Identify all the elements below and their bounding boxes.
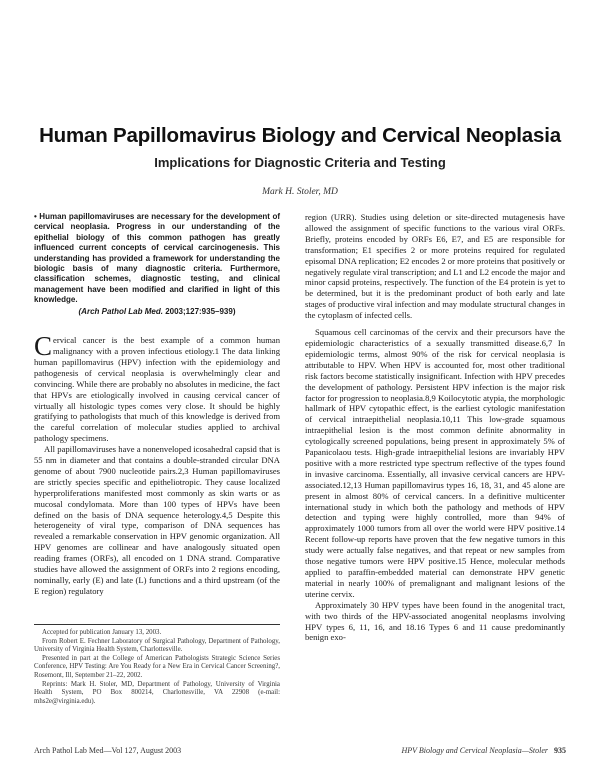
right-column — [305, 212, 565, 643]
article-title: Human Papillomavirus Biology and Cervical Neoplasia — [39, 124, 561, 147]
body-paragraph: All papillomaviruses have a nonenveloped icosahedral capsid that is 55 nm in diameter and that contains a double-stranded circular DNA genome of about 7900 nucleotide pairs.2,3 Human papillomaviruses are strictly species specific and epitheliotropic. They cause localized hyperproliferations manifested most commonly as skin warts or as mucosal condylomata. More than 100 types of HPVs have been defined on the basis of DNA sequence heterology.4,5 Despite this heterogeneity of viral type, comparison of DNA sequences has revealed a remarkable conservation in HPV genomic organization. All HPV genomes are collinear and have analogously situated open reading frames (ORFs), all encoded on 1 DNA strand. Comparative studies have allowed the assignment of ORFs into 2 regions encoding, nominally, early (E) and late (L) functions and a third upstream (of the E region) regulatory — [34, 444, 280, 596]
footnote: Accepted for publication January 13, 2003. — [42, 629, 162, 636]
footnotes — [34, 629, 280, 706]
footnote-divider — [34, 624, 280, 625]
abstract-text: • Human papillomaviruses are necessary for the development of cervical neoplasia. Progress in our understanding of the epithelial biology of this common pathogen has greatly influenced current concepts of cervical carcinogenesis. This understanding has provided a framework for understanding the biologic basis of many diagnostic criteria. Furthermore, classification schemes, diagnostic testing, and clinical management have been modified and clarified in light of this knowledge. — [34, 212, 280, 305]
article-subtitle: Implications for Diagnostic Criteria and Testing — [154, 155, 446, 170]
page-number: 935 — [554, 746, 566, 755]
footer-running-title — [401, 746, 566, 755]
citation-journal: (Arch Pathol Lab Med. — [78, 306, 163, 316]
citation-ref: 2003;127:935–939) — [165, 306, 236, 316]
body-paragraph: Approximately 30 HPV types have been found in the anogenital tract, with two thirds of the HPV-associated anogenital neoplasms involving HPV types 6, 11, 16, and 18.16 Types 6 and 11 cause predominantly benign exo- — [305, 599, 565, 643]
footnote: Presented in part at the College of American Pathologists Strategic Science Series Conference, HPV Testing: Are You Ready for a New Era in Cervical Cancer Screening?, Rosemont, Ill, September 21–22, 2002. — [34, 654, 280, 679]
abstract — [34, 212, 280, 317]
body-paragraph: Squamous cell carcinomas of the cervix and their precursors have the epidemiologic characteristics of a sexually transmitted disease.6,7 In epidemiologic terms, almost 90% of the risk for cervical neoplasia is attributable to HPV. When HPV is accounted for, most other traditional risk factors become statistically insignificant. Infection with HPV precedes the development of pathology. Persistent HPV infection is the major risk factor for progression to neoplasia.8,9 Koilocytotic atypia, the morphologic hallmark of HPV cytopathic effect, is the earliest cytologic manifestation of cervical intraepithelial neoplasia.10,11 This low-grade squamous intraepithelial lesion is the most common definite abnormality in cytologically screened populations, being present in approximately 5% of Papanicolaou tests. High-grade intraepithelial lesions are invariably HPV positive with a more restricted type spectrum reflective of the types found in invasive carcinoma. Essentially, all invasive cervical cancers are HPV-associated.12,13 Human papillomavirus types 16, 18, 31, and 45 alone are present in almost 80% of cervical cancers. In a definitive multicenter international study in which both the pathology and methods of HPV detection and typing were highly controlled, more than 94% of approximately 1000 tumors from all over the world were HPV positive.14 Recent follow-up reports have proven that the few negative tumors in this study were actually false negatives, and that repeat or new samples from those negative tumors were HPV positive.15 Hence, molecular methods applied to paraffin-embedded material can demonstrate HPV genetic material in nearly 100% of premalignant and malignant lesions of the uterine cervix. — [305, 327, 565, 599]
footnote: Reprints: Mark H. Stoler, MD, Department of Pathology, University of Virginia Health System, PO Box 800214, Charlottesville, VA 22908 (e-mail: mhs2e@virginia.edu). — [34, 680, 280, 705]
abstract-citation — [34, 307, 280, 317]
footer-journal: Arch Pathol Lab Med—Vol 127, August 2003 — [34, 746, 182, 755]
drop-cap: C — [34, 331, 53, 362]
author-line: Mark H. Stoler, MD — [262, 187, 338, 197]
running-title: HPV Biology and Cervical Neoplasia—Stoler — [401, 746, 548, 755]
left-column — [34, 212, 280, 597]
body-paragraph — [34, 331, 280, 444]
paragraph-text: ervical cancer is the best example of a common human malignancy with a proven infectious etiology.1 The data linking human papillomavirus (HPV) infection with the epidemiology and pathogenesis of cervical neoplasia is overwhelmingly clear and convincing. While there are probably no absolutes in medicine, the fact that HPVs are etiologically involved in causing cervical cancer of virtually all histologic types comes very close. It should be highly gratifying to pathologists that much of this knowledge is derived from the careful correlation of molecular studies applied to archival pathology specimens. — [34, 335, 280, 444]
body-paragraph: region (URR). Studies using deletion or site-directed mutagenesis have allowed the assignment of specific functions to the various viral ORFs. Briefly, proteins encoded by ORFs E6, E7, and E5 are responsible for transformation; E1 specifies 2 or more proteins required for regulated episomal DNA replication; E2 encodes 2 or more proteins that positively or negatively regulate viral transcription; and L1 and L2 encode the major and minor capsid proteins, respectively. The function of the E4 protein is yet to be determined, but it is the predominant product of both early and late stages of productive viral infection and may modulate structural changes in the cytoplasm of infected cells. — [305, 212, 565, 321]
footnote: From Robert E. Fechner Laboratory of Surgical Pathology, Department of Pathology, University of Virginia Health System, Charlottesville. — [34, 637, 280, 654]
